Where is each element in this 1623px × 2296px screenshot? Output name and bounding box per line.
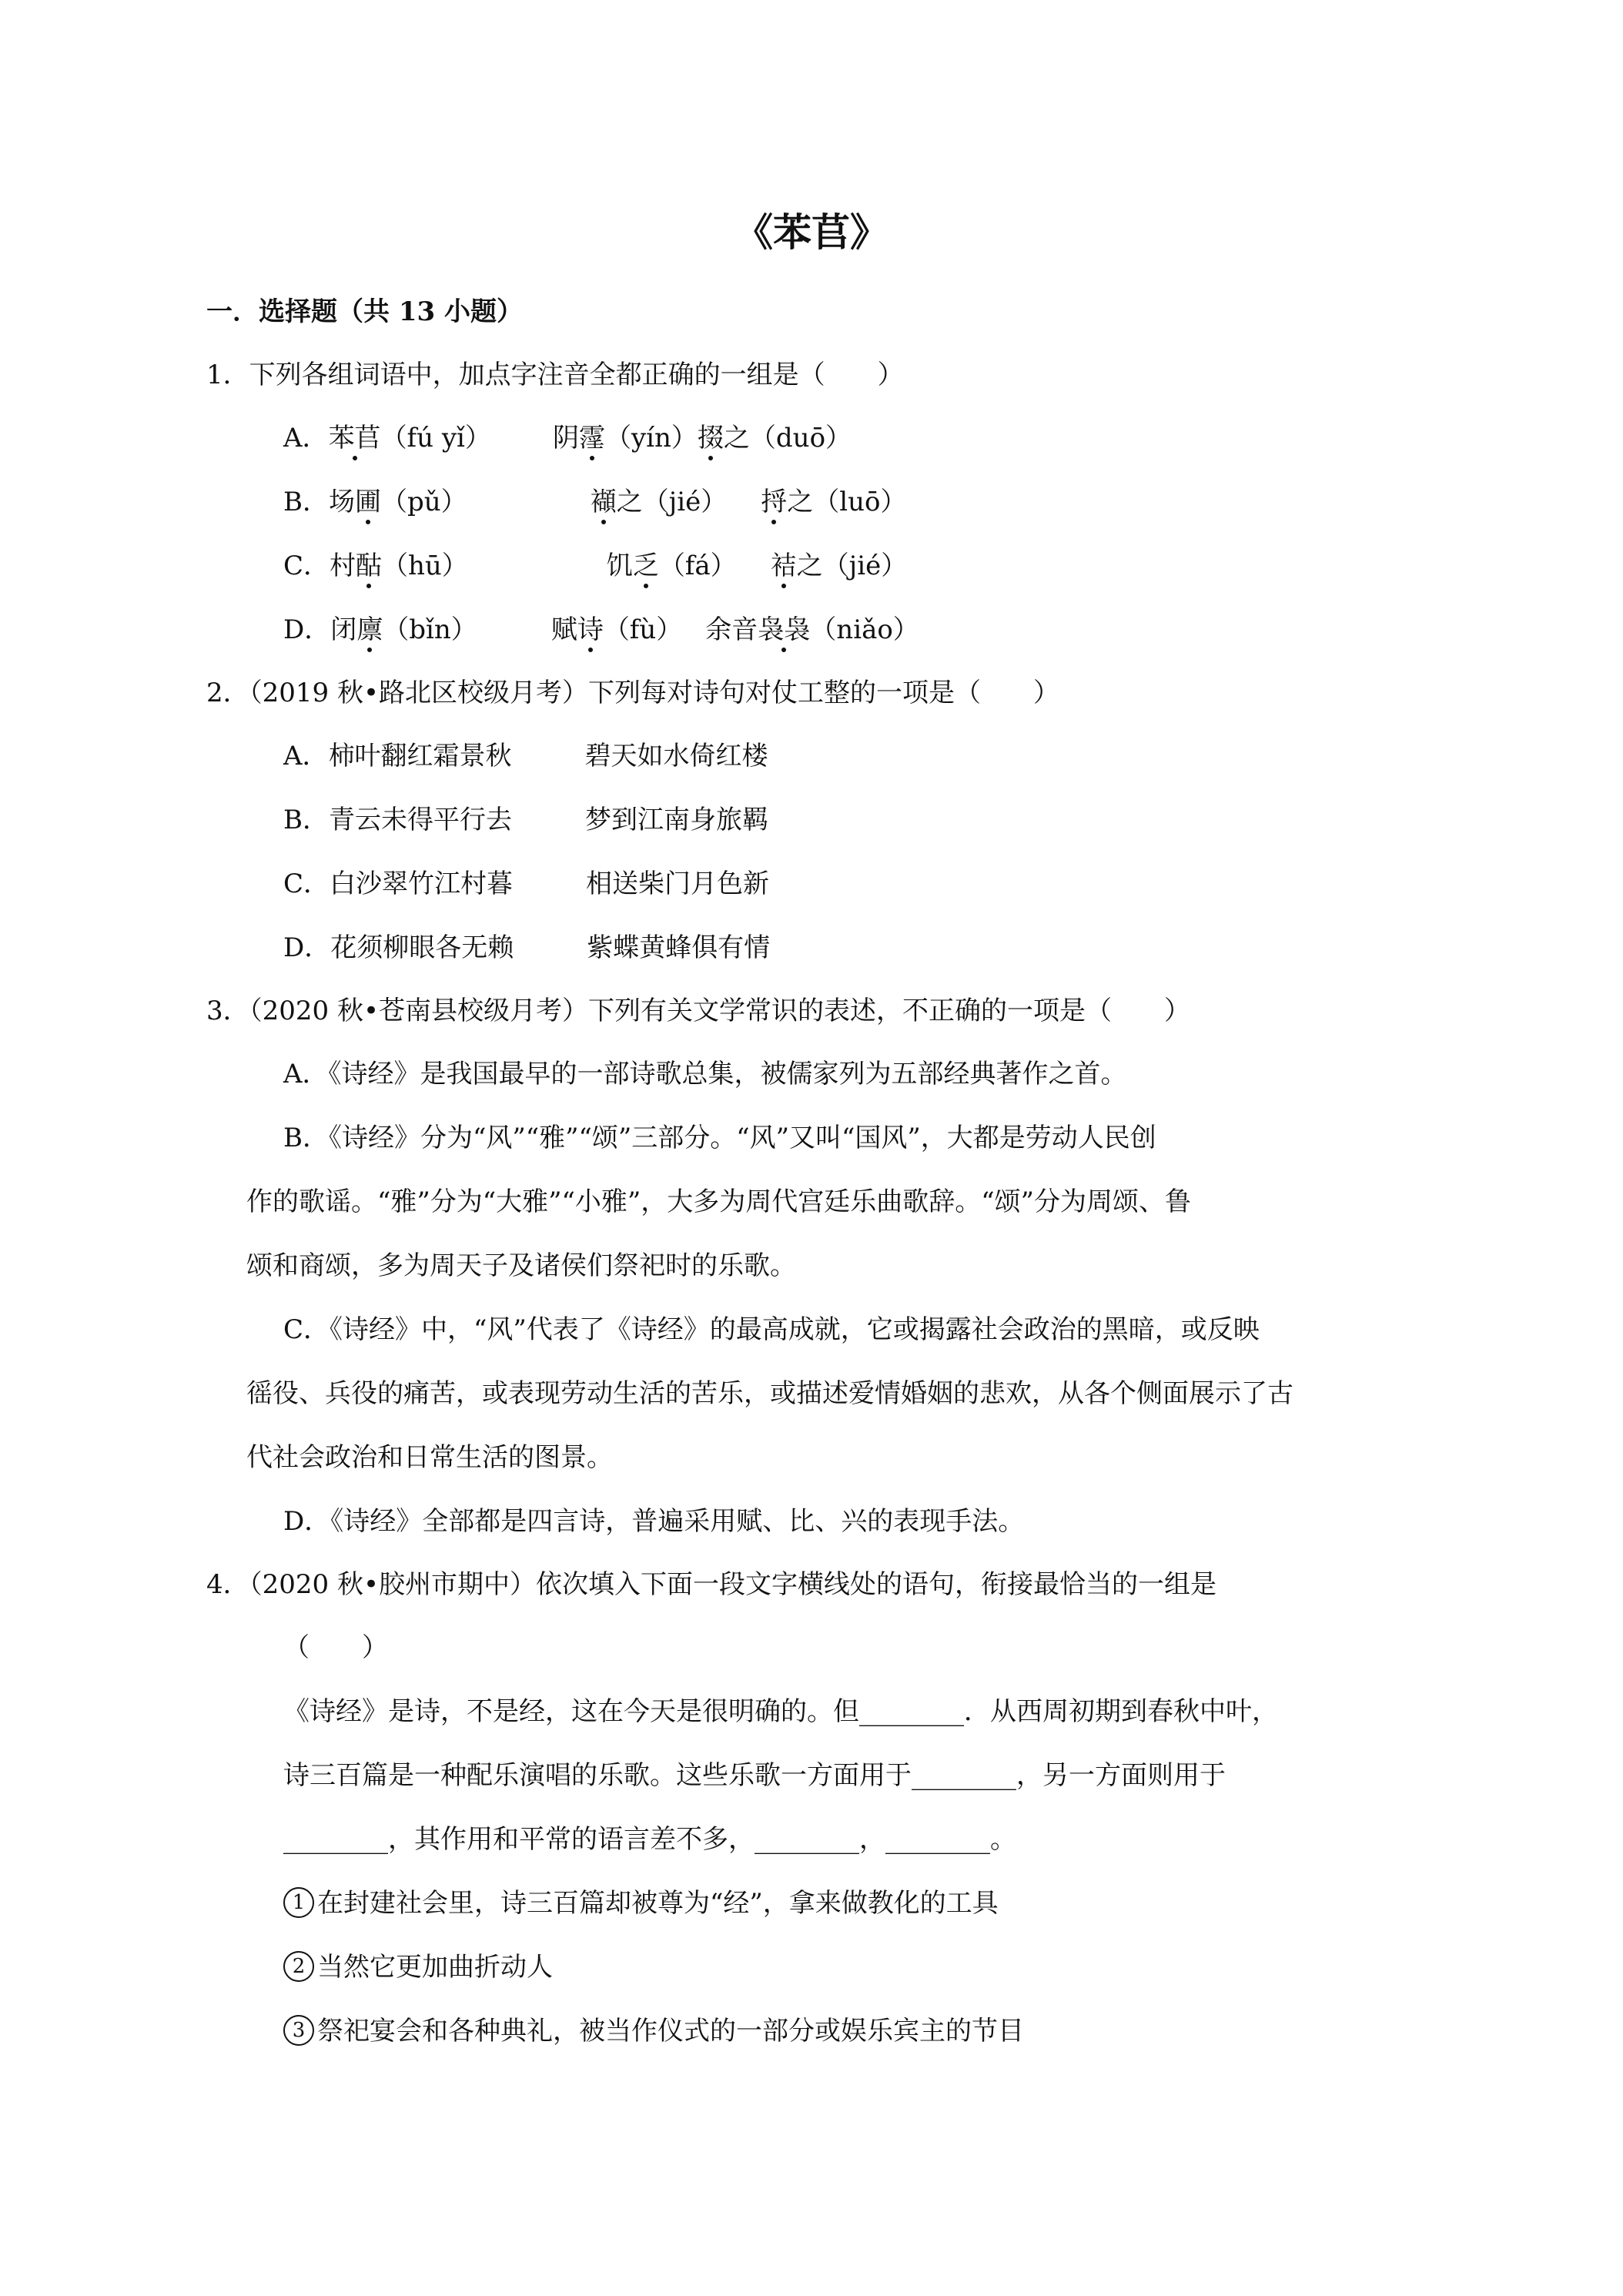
dotted-word: 袅袅 (758, 614, 811, 645)
question-4-stem: 4．（2020 秋•胶州市期中）依次填入下面一段文字横线处的语句，衔接最恰当的一组是 (206, 1569, 1217, 1600)
dotted-word: 霪 (578, 423, 605, 454)
dotted-word: 捋 (761, 487, 788, 517)
option-label: B． (283, 487, 329, 517)
pinyin: （jié） (642, 487, 728, 517)
option-label: A． (283, 423, 329, 454)
q2-option-a[interactable]: A．柿叶翻红霜景秋 碧天如水倚红楼 (283, 741, 768, 771)
option-label: C． (283, 869, 330, 899)
pinyin: （duō） (749, 423, 852, 454)
circled-number: 3 (283, 2015, 314, 2046)
q3-option-b[interactable]: B．《诗经》分为“风”“雅”“颂”三部分。“风”又叫“国风”，大都是劳动人民创 (283, 1123, 1156, 1153)
pinyin: （bǐn） (383, 614, 477, 645)
dotted-word: 廪 (356, 614, 383, 645)
dotted-word: 酤 (356, 551, 383, 581)
q2-option-b[interactable]: B．青云未得平行去 梦到江南身旅羁 (283, 805, 768, 835)
q4-passage-line3: ________，其作用和平常的语言差不多，________，________。 (283, 1824, 1016, 1855)
circled-number: 2 (283, 1951, 314, 1982)
q2-option-c[interactable]: C．白沙翠竹江村暮 相送柴门月色新 (283, 869, 770, 899)
option-label: D． (283, 614, 331, 645)
q1-option-a[interactable]: A．苯苢（fú yǐ） 阴霪（yín）掇之（duō） (283, 423, 852, 454)
question-2-stem: 2．（2019 秋•路北区校级月考）下列每对诗句对仗工整的一项是（ ） (206, 678, 1060, 708)
dotted-word: 诗 (577, 614, 604, 645)
section-heading: 一．选择题（共 13 小题） (206, 296, 523, 327)
q4-passage-line2: 诗三百篇是一种配乐演唱的乐歌。这些乐歌一方面用于________，另一方面则用于 (283, 1760, 1226, 1791)
question-3-stem: 3．（2020 秋•苍南县校级月考）下列有关文学常识的表述，不正确的一项是（ ） (206, 996, 1191, 1026)
pinyin: （fù） (603, 614, 683, 645)
option-label: C． (283, 551, 330, 581)
answer-paren: （ ） (283, 1632, 388, 1663)
question-1-stem: 1．下列各组词语中，加点字注音全都正确的一组是（ ） (206, 360, 904, 390)
q1-option-c[interactable]: C．村酤（hū） 饥乏（fá） 袺之（jié） (283, 551, 908, 581)
dotted-word: 乏 (632, 551, 659, 581)
q3-option-b-line2: 作的歌谣。“雅”分为“大雅”“小雅”，大多为周代宫廷乐曲歌辞。“颂”分为周颂、鲁 (246, 1186, 1192, 1217)
option-label: D． (283, 932, 331, 963)
option-label: B． (283, 805, 329, 835)
pinyin: （pǔ） (381, 487, 467, 517)
q1-option-d[interactable]: D．闭廪（bǐn） 赋诗（fù） 余音袅袅（niǎo） (283, 614, 919, 645)
pinyin: （jié） (822, 551, 908, 581)
dotted-word: 襭 (590, 487, 617, 517)
q2-option-d[interactable]: D．花须柳眼各无赖 紫蝶黄蜂俱有情 (283, 932, 771, 963)
pinyin: （niǎo） (810, 614, 919, 645)
circled-number: 1 (283, 1887, 314, 1918)
q3-option-c-line3: 代社会政治和日常生活的图景。 (246, 1442, 613, 1473)
dotted-word: 圃 (355, 487, 381, 517)
q4-item-3: 3 祭祀宴会和各种典礼，被当作仪式的一部分或娱乐宾主的节目 (283, 2014, 1024, 2048)
q1-option-b[interactable]: B．场圃（pǔ） 襭之（jié） 捋之（luō） (283, 487, 907, 517)
dotted-word: 袺 (770, 551, 797, 581)
pinyin: （luō） (813, 487, 907, 517)
q3-option-b-line3: 颂和商颂，多为周天子及诸侯们祭祀时的乐歌。 (246, 1250, 796, 1281)
pinyin: （fá） (658, 551, 737, 581)
q3-option-a[interactable]: A．《诗经》是我国最早的一部诗歌总集，被儒家列为五部经典著作之首。 (283, 1059, 1127, 1089)
dotted-word: 掇 (697, 423, 724, 454)
q3-option-d[interactable]: D．《诗经》全部都是四言诗，普遍采用赋、比、兴的表现手法。 (283, 1506, 1025, 1537)
pinyin: （fú yǐ） (380, 423, 491, 454)
dotted-word: 苯苢 (328, 423, 381, 454)
q3-option-c[interactable]: C．《诗经》中，“风”代表了《诗经》的最高成就，它或揭露社会政治的黑暗，或反映 (283, 1314, 1260, 1345)
q4-item-1: 1 在封建社会里，诗三百篇却被尊为“经”，拿来做教化的工具 (283, 1886, 999, 1920)
page-title: 《苯苢》 (735, 209, 888, 255)
pinyin: （hū） (382, 551, 468, 581)
option-label: A． (283, 741, 329, 771)
q4-item-2: 2 当然它更加曲折动人 (283, 1950, 553, 1984)
q4-passage-line1: 《诗经》是诗，不是经，这在今天是很明确的。但________．从西周初期到春秋中叶， (283, 1696, 1278, 1727)
pinyin: （yín） (604, 423, 698, 454)
q3-option-c-line2: 徭役、兵役的痛苦，或表现劳动生活的苦乐，或描述爱情婚姻的悲欢，从各个侧面展示了古 (246, 1378, 1293, 1409)
